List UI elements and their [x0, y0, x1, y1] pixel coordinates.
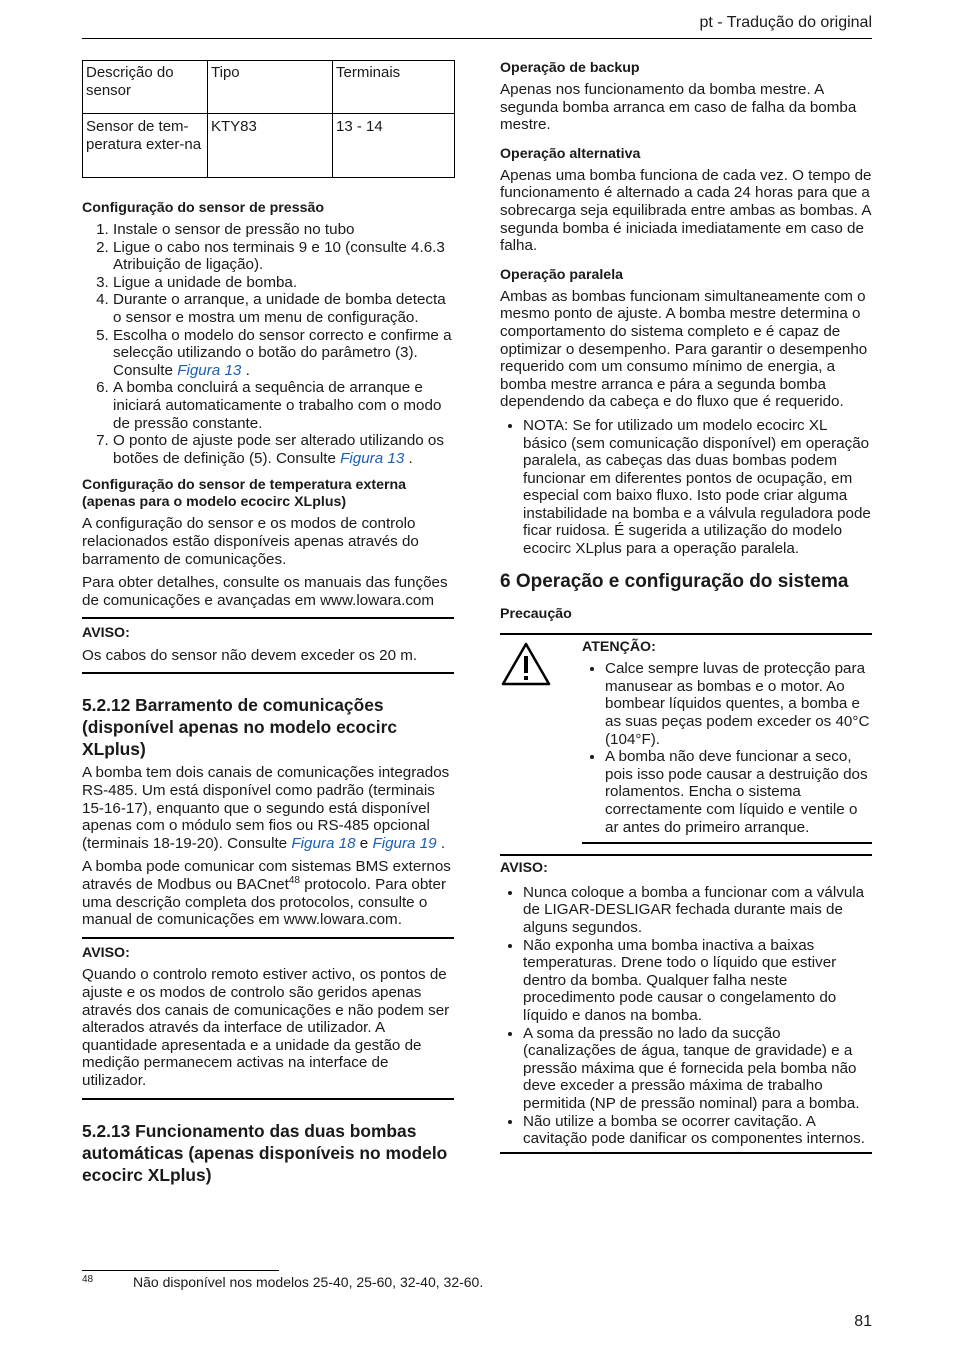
figure-19-link[interactable]: Figura 19	[372, 834, 437, 852]
atencao-title: ATENÇÃO:	[582, 638, 656, 655]
parallel-heading: Operação paralela	[500, 266, 624, 283]
figure-13-link[interactable]: Figura 13	[340, 449, 405, 467]
list-item: 3. Ligue a unidade de bomba.	[113, 274, 454, 292]
page-number: 81	[854, 1313, 872, 1330]
table-cell-description: Sensor de tem-peratura exter-na	[83, 114, 208, 178]
right-column	[500, 60, 872, 1154]
conjunction: e	[359, 834, 369, 852]
atencao-content	[582, 639, 872, 845]
footnote-ref[interactable]: 48	[288, 874, 300, 886]
list-item: • Calce sempre luvas de protecção para manusear as bombas e o motor. Ao bombear líquidos quentes, a bomba e as suas peças podem exceder os 40°C (104°F).	[605, 660, 872, 748]
aviso-title: AVISO:	[500, 860, 548, 877]
header-rule	[82, 38, 872, 39]
section-5212-paragraph-2	[82, 858, 454, 928]
aviso-title: AVISO:	[82, 944, 130, 961]
footnote-text: Não disponível nos modelos 25-40, 25-60, 32-40, 32-60.	[133, 1274, 484, 1290]
section-5212-paragraph-1: A bomba tem dois canais de comunicações integrados RS-485. Um está disponível como padrão (terminais 15-16-17), enquanto que o segundo está disponível apenas com o módulo sem fios ou RS-485 opcional (terminais 18-19-20). Consulte Figura 18 e Figura 19 .	[82, 764, 450, 852]
list-item: 1. Instale o sensor de pressão no tubo	[113, 221, 454, 239]
list-item: 6. A bomba concluirá a sequência de arranque e iniciará automaticamente o trabalho com o modo de pressão constante.	[113, 379, 454, 432]
paragraph-text: A bomba tem dois canais de comunicações integrados RS-485. Um está disponível como padrão (terminais 15-16-17), enquanto que o segundo está disponível apenas com o módulo sem fios ou RS-485 opcional (terminais 18-19-20). Consulte	[82, 764, 450, 852]
aviso-box-2	[82, 937, 454, 1100]
aviso-text: Quando o controlo remoto estiver activo, os pontos de ajuste e os modos de controlo são geridos apenas através dos canais de comunicações e não podem ser alterados através da interface de utilizador. A quantidade apresentada e a unidade da gestão de medição permanecem activas na interface de utilizador.	[82, 966, 450, 1089]
table-header-description: Descrição do sensor	[83, 61, 208, 114]
list-item: • Nunca coloque a bomba a funcionar com a válvula de LIGAR-DESLIGAR fechada durante mais de alguns segundos.	[523, 884, 872, 937]
step-text: Escolha o modelo do sensor correcto e confirme a selecção utilizando o botão do parâmetro (3). Consulte	[113, 326, 452, 379]
pressure-sensor-heading: Configuração do sensor de pressão	[82, 200, 325, 216]
alternative-text: Apenas uma bomba funciona de cada vez. O tempo de funcionamento é alternado a cada 24 horas para que a sobrecarga seja equilibrada entre ambas as bombas. A segunda bomba é iniciada imediatamente em caso de falha.	[500, 166, 872, 255]
paragraph-text: A bomba pode comunicar com sistemas BMS externos através de Modbus ou BACnet	[82, 858, 451, 894]
table-header-terminals: Terminais	[333, 61, 455, 114]
temp-sensor-heading: Configuração do sensor de temperatura externa (apenas para o modelo ecocirc XLplus)	[82, 477, 407, 511]
sensor-table	[82, 60, 455, 178]
list-item: • A bomba não deve funcionar a seco, pois isso pode causar a destruição dos rolamentos. Encha o sistema correctamente com líquido e ventile o ar antes do primeiro arranque.	[605, 748, 872, 836]
section-heading-5213: 5.2.13 Funcionamento das duas bombas automáticas (apenas disponíveis no modelo ecocirc XLplus)	[82, 1120, 448, 1185]
warning-triangle-icon	[500, 641, 552, 687]
temp-paragraph-2: Para obter detalhes, consulte os manuais das funções de comunicações e avançadas em www.lowara.com	[82, 574, 448, 609]
aviso-text: Os cabos do sensor não devem exceder os 20 m.	[82, 646, 418, 664]
precaution-heading: Precaução	[500, 605, 572, 622]
list-item: 7. O ponto de ajuste pode ser alterado utilizando os botões de definição (5). Consulte Figura 13 .	[113, 432, 454, 467]
list-item: • Não exponha uma bomba inactiva a baixas temperaturas. Drene todo o líquido que estiver dentro da bomba. Qualquer falha neste procedimento pode causar o congelamento do líquido e danos na bomba.	[523, 937, 872, 1025]
pressure-steps-list	[82, 221, 454, 467]
backup-text: Apenas nos funcionamento da bomba mestre. A segunda bomba arranca em caso de falha da bomba mestre.	[500, 81, 857, 134]
nota-list	[500, 417, 872, 558]
table-cell-terminals: 13 - 14	[333, 114, 455, 178]
list-item: • A soma da pressão no lado da sucção (canalizações de água, tanque de gravidade) e a pressão máxima que é fornecida pela bomba não deve exceder a pressão máxima de trabalho permitida (NP de pressão nominal) para a bomba.	[523, 1025, 872, 1113]
temp-paragraph-1: A configuração do sensor e os modos de controlo relacionados estão disponíveis apenas através do barramento de comunicações.	[82, 515, 419, 568]
running-header: pt - Tradução do original	[699, 14, 872, 31]
figure-13-link[interactable]: Figura 13	[177, 361, 242, 379]
nota-label: NOTA:	[523, 416, 569, 434]
aviso-list	[500, 884, 872, 1148]
atencao-box	[500, 633, 872, 845]
nota-text: Se for utilizado um modelo ecocirc XL básico (sem comunicação disponível) em operação paralela, as cabeças das duas bombas podem funcionar em diferentes pontos de ocupação, em especial com baixo fluxo. Isto pode criar alguma instabilidade na bomba e a válvula reguladora pode ficar ruidosa. É sugerida a utilização do modelo ecocirc XLplus para a operação paralela.	[523, 416, 871, 558]
atencao-list	[582, 660, 872, 836]
alternative-heading: Operação alternativa	[500, 145, 641, 162]
list-item: 2. Ligue o cabo nos terminais 9 e 10 (consulte 4.6.3 Atribuição de ligação).	[113, 239, 454, 274]
aviso-title: AVISO:	[82, 625, 130, 642]
figure-18-link[interactable]: Figura 18	[291, 834, 356, 852]
section-heading-5212: 5.2.12 Barramento de comunicações (disponível apenas no modelo ecocirc XLplus)	[82, 695, 398, 760]
section-heading-6: 6 Operação e configuração do sistema	[500, 570, 849, 592]
paragraph-text: protocolo. Para obter uma descrição completa dos protocolos, consulte o manual de comunicações em www.lowara.com.	[82, 876, 447, 929]
table-cell-type: KTY83	[208, 114, 333, 178]
left-column	[82, 60, 454, 1190]
list-item: 4. Durante o arranque, a unidade de bomba detecta o sensor e mostra um menu de configuração.	[113, 291, 454, 326]
parallel-text: Ambas as bombas funcionam simultaneamente com o mesmo ponto de ajuste. A bomba mestre determina o comportamento do sistema completo e é capaz de optimizar o desempenho. Para garantir o desempenho requerido com um consumo mínimo de energia, a bomba mestre arranca e pára a segunda bomba dependendo da cabeça e do fluxo que é requerido.	[500, 287, 868, 411]
footnote-number: 48	[82, 1274, 94, 1285]
footnote-rule	[82, 1270, 279, 1271]
list-item: • Não utilize a bomba se ocorrer cavitação. A cavitação pode danificar os componentes internos.	[523, 1113, 872, 1148]
aviso-box-3	[500, 854, 872, 1154]
step-text: O ponto de ajuste pode ser alterado utilizando os botões de definição (5). Consulte	[113, 432, 444, 467]
table-header-type: Tipo	[208, 61, 333, 114]
backup-heading: Operação de backup	[500, 60, 640, 76]
aviso-box-1	[82, 617, 454, 674]
list-item	[523, 417, 872, 558]
list-item: 5. Escolha o modelo do sensor correcto e confirme a selecção utilizando o botão do parâmetro (3). Consulte Figura 13 .	[113, 327, 454, 380]
